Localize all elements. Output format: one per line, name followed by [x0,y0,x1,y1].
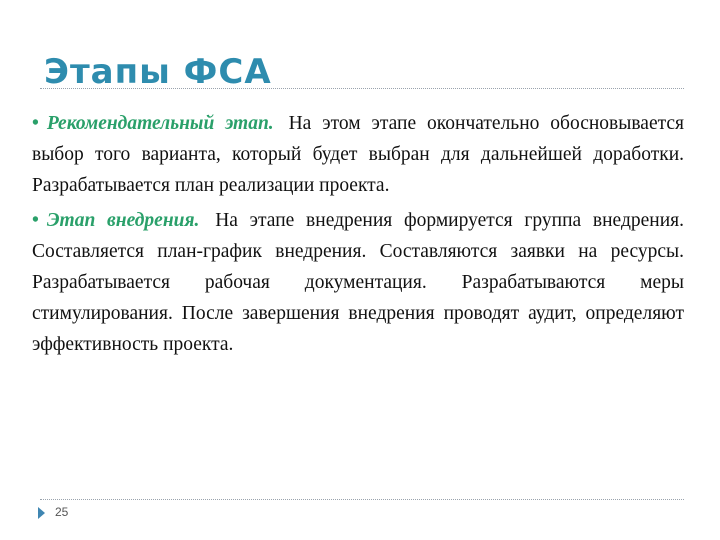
term-recommendation-stage: Рекомендательный этап. [46,113,274,134]
slide-title: Этапы ФСА [44,52,272,92]
paragraph-text: На этапе внедрения формируется группа внедрения. Составляется план-график внедрения. Составляются заявки на ресурсы. Разрабатывается рабочая документация. Разрабатываются меры стимулирования. После завершения внедрения проводят аудит, определяют эффективность проекта. [32,210,685,355]
slide-body [32,108,684,360]
title-divider [40,88,684,89]
paragraph-text: На этом этапе окончательно обосновывается выбор того варианта, который будет выбран для дальнейшей доработки. Разрабатывается план реализации проекта. [32,113,684,196]
page-number: 25 [55,505,69,519]
bullet-icon: • [32,113,39,134]
triangle-marker-icon [38,507,45,519]
paragraph-implementation-stage [32,205,684,360]
paragraph-recommendation-stage [32,108,684,201]
bullet-icon: • [32,210,39,231]
term-implementation-stage: Этап внедрения. [46,210,200,231]
footer-divider [40,499,684,500]
